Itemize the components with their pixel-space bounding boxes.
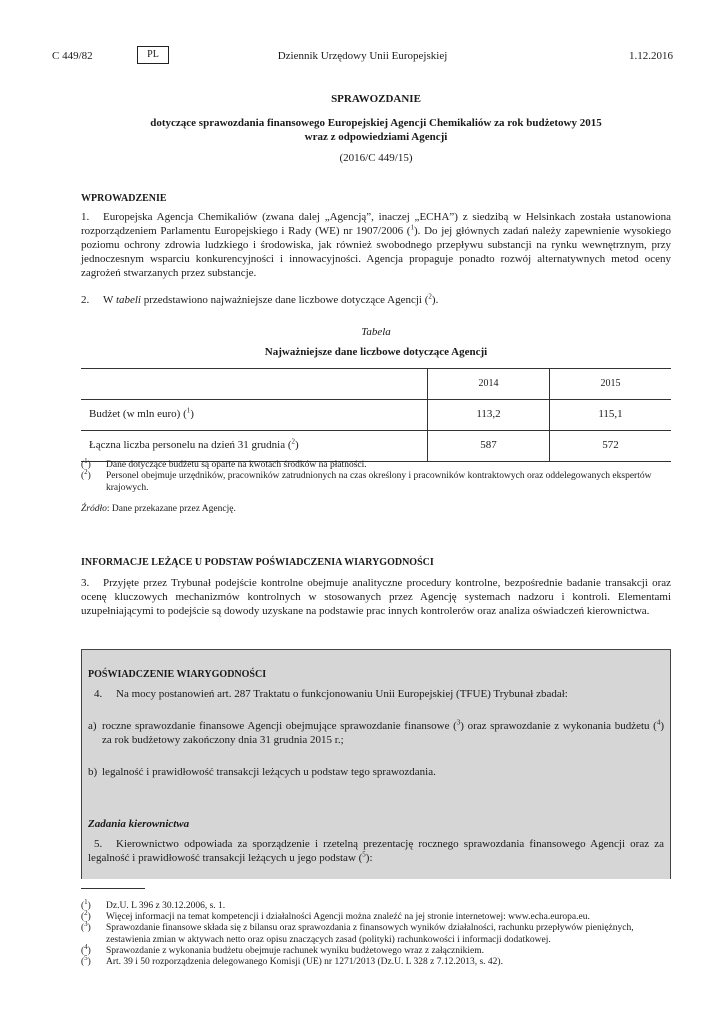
table-header-row [81,369,671,400]
list-item-a: a) roczne sprawozdanie finansowe Agencji obejmujące sprawozdanie finansowe ($^3$) oraz sprawozdanie z wykonania budżetu ($^4$) za rok budżetowy zakończony dnia 31 grudnia 2015 r.; [88,718,664,746]
table-cell: 572 [550,431,672,462]
publication-date: 1.12.2016 [629,50,673,62]
document-code: (2016/C 449/15) [339,152,413,164]
footnote: ($^5$) Art. 39 i 50 rozporządzenia delegowanego Komisji (UE) nr 1271/2013 (Dz.U. L 328 z 7.12.2013, s. 42). [81,953,503,968]
footnote: ($^3$) Sprawozdanie finansowe składa się z bilansu oraz sprawozdania z finansowych wyników działalności, rachunku przepływów pieniężnych, zestawienia zmian w aktywach netto oraz opisu znaczących zasad (polityki) rachunkowości i informacji dodatkowej. [81,920,634,945]
table-notes [81,456,671,516]
paragraph-number: 2. [81,294,90,306]
journal-title: Dziennik Urzędowy Unii Europejskiej [277,50,448,62]
section-heading-basis: INFORMACJE LEŻĄCE U PODSTAW POŚWIADCZENIA WIARYGODNOŚCI [81,557,434,568]
table-note: ($^1$) Dane dotyczące budżetu są oparte na kwotach środków na płatności. [81,456,367,470]
table-title: Najważniejsze dane liczbowe dotyczące Agencji [264,346,488,358]
paragraph-4: 4. Na mocy postanowień art. 287 Traktatu o funkcjonowaniu Unii Europejskiej (TFUE) Trybunał zbadał: [94,688,568,700]
year-header: 2015 [550,369,672,400]
box-subheading: Zadania kierownictwa [88,818,190,830]
footnote: ($^1$) Dz.U. L 396 z 30.12.2006, s. 1. [81,897,226,911]
key-figures-table [81,368,671,462]
language-badge: PL [137,46,169,64]
table-source: Źródło: Dane przekazane przez Agencję. [81,504,236,515]
section-heading-intro: WPROWADZENIE [81,193,167,204]
year-header: 2014 [428,369,550,400]
table-caption: Tabela [361,326,391,338]
table-cell: 113,2 [428,400,550,431]
table-row [81,400,671,431]
paragraph-1: 1. Europejska Agencja Chemikaliów (zwana dalej „Agencją”, inaczej „ECHA”) z siedzibą w Helsinkach została ustanowiona rozporządzeniem Parlamentu Europejskiego i Rady (WE) nr 1907/2006 ($^1$). Do jej głównych zadań należy zapewnienie wysokiego poziomu ochrony zdrowia ludzkiego i środowiska, jak również swobodnego przepływu substancji na rynku wewnętrznym, przy jednoczesnym wsparciu konkurencyjności i innowacyjności. Agencja propaguje ponadto rozwój alternatywnych metod oceny zagrożeń stwarzanych przez substancje. [81,211,671,279]
table-cell: 587 [428,431,550,462]
row-label: Budżet (w mln euro) ($^1$) [89,406,194,421]
paragraph-number: 1. [81,211,90,223]
footnotes [81,897,671,968]
footnote: ($^2$) Więcej informacji na temat kompetencji i działalności Agencji można znaleźć na jej stronie internetowej: www.echa.europa.eu. [81,909,590,923]
paragraph-number: 3. [81,577,90,589]
table-note: ($^2$) Personel obejmuje urzędników, pracowników zatrudnionych na czas określony i pracowników kontraktowych oraz oddelegowanych ekspertów krajowych. [81,468,652,493]
key-figures-table-wrap [81,368,671,462]
paragraph-2: 2. W tabeli przedstawiono najważniejsze dane liczbowe dotyczące Agencji ($^2$). [81,292,439,306]
box-heading: POŚWIADCZENIE WIARYGODNOŚCI [88,669,267,680]
table-cell: 115,1 [550,400,672,431]
footnote: ($^4$) Sprawozdanie z wykonania budżetu obejmuje rachunek wyniku budżetowego wraz z załącznikiem. [81,942,485,956]
footnote-ref: 1 [410,223,414,232]
page-reference: C 449/82 [52,50,93,62]
page-header [52,50,673,66]
report-subtitle [81,117,671,145]
report-title: SPRAWOZDANIE [331,93,421,105]
paragraph-3: 3. Przyjęte przez Trybunał podejście kontrolne obejmuje analityczne procedury kontrolne, bezpośrednie badanie transakcji oraz ocenę kluczowych mechanizmów kontrolnych w stosowanych przez Agencję systemach nadzoru i kontroli. Elementami uzupełniającymi to podejście są dowody uzyskane na podstawie prac innych kontrolerów oraz analiza oświadczeń kierownictwa. [81,577,671,617]
row-label: Łączna liczba personelu na dzień 31 grudnia ($^2$) [89,437,299,452]
subtitle-line-2: wraz z odpowiedziami Agencji [304,130,448,143]
list-item-b: b) legalność i prawidłowość transakcji leżących u podstaw tego sprawozdania. [88,766,436,778]
paragraph-5: 5. Kierownictwo odpowiada za sporządzenie i rzetelną prezentację rocznego sprawozdania finansowego Agencji oraz za legalność i prawidłowość transakcji leżących u jego podstaw ($^5$): [88,838,664,864]
subtitle-line-1: dotyczące sprawozdania finansowego Europejskiej Agencji Chemikaliów za rok budżetowy 2015 [150,117,602,129]
assurance-statement-box [81,649,671,879]
footnote-ref: 2 [428,292,432,301]
table-row [81,431,671,462]
footnote-divider [81,888,145,889]
